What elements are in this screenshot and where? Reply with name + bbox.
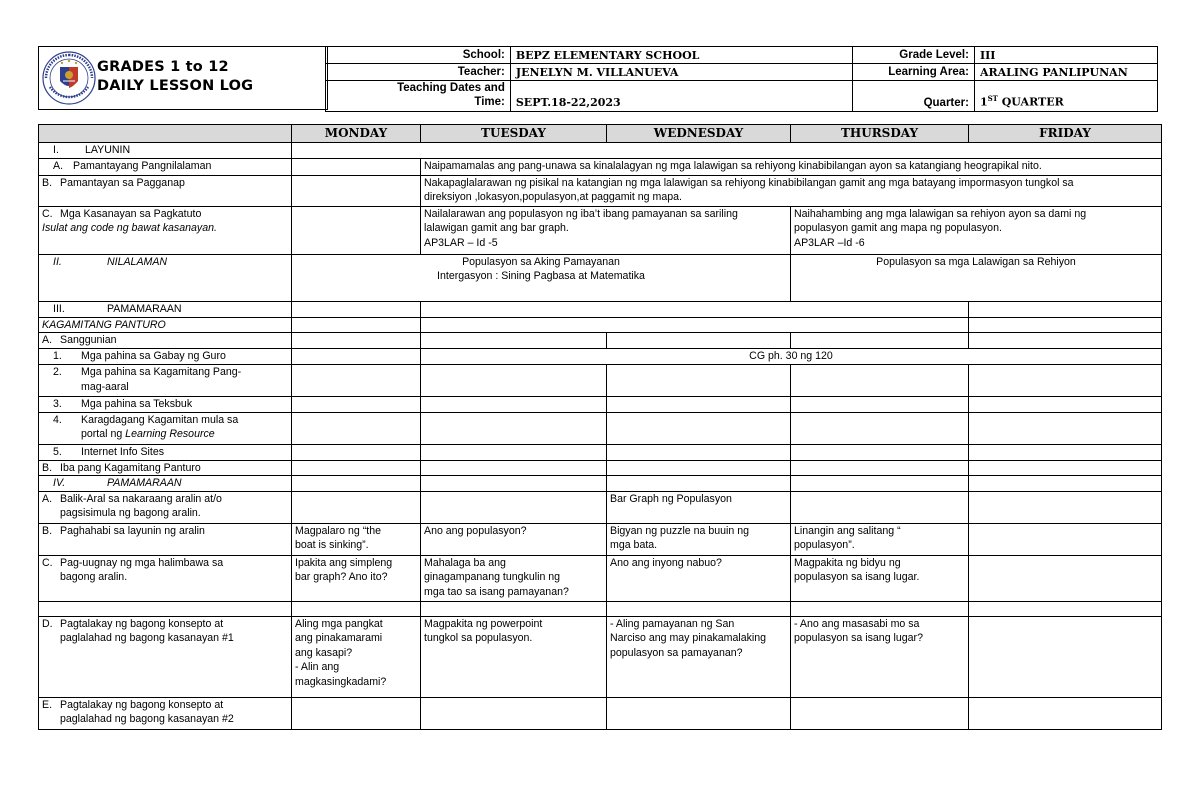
- content-line: populasyon sa isang lugar.: [794, 571, 920, 583]
- row-label-text: Pag-uugnay ng mga halimbawa sa: [60, 556, 224, 569]
- row-label-iba-pang-kagamitan: [39, 460, 292, 476]
- cell-empty: [421, 444, 607, 460]
- content-line: - Aling pamayanan ng San: [610, 617, 735, 630]
- cell-empty: [292, 333, 421, 349]
- row-label-text: portal ng: [81, 428, 126, 440]
- content-line: tungkol sa populasyon.: [424, 632, 533, 644]
- row-label-text: Pamantayan sa Pagganap: [60, 176, 185, 189]
- nilalaman-thu-fri-content: Populasyon sa mga Lalawigan sa Rehiyon: [791, 254, 1162, 301]
- roman-numeral: IV.: [53, 477, 66, 489]
- row-label-paghahabi: [39, 523, 292, 555]
- cell-empty: [607, 397, 791, 413]
- row-label-text: Pamantayang Pangnilalaman: [73, 159, 212, 172]
- cell-empty: [292, 412, 421, 444]
- row-letter: A.: [42, 492, 53, 505]
- roman-numeral: I.: [53, 144, 59, 156]
- content-line: mga bata.: [610, 539, 658, 551]
- pag-uugnay-tuesday: [421, 555, 607, 601]
- pag-uugnay-wednesday: Ano ang inyong nabuo?: [607, 555, 791, 601]
- content-line: boat is sinking”.: [295, 539, 369, 551]
- content-line: bar graph? Ano ito?: [295, 571, 388, 583]
- cell-empty: [969, 412, 1162, 444]
- cell-empty: [421, 365, 607, 397]
- pamantayan-sa-pagganap-content: [421, 175, 1162, 206]
- title-line-1: GRADES 1 to 12: [97, 59, 229, 75]
- row-label-nilalaman: [39, 254, 292, 301]
- row-letter: C.: [42, 556, 53, 569]
- cell-empty: [421, 317, 969, 333]
- row-label-text: Iba pang Kagamitang Panturo: [60, 461, 201, 474]
- cell-empty: [791, 697, 969, 729]
- row-label-kagamitang-panturo: KAGAMITANG PANTURO: [39, 317, 292, 333]
- row-label-text: Paghahabi sa layunin ng aralin: [60, 524, 205, 537]
- content-line: Populasyon sa Aking Pamayanan: [462, 255, 620, 268]
- cell-empty: [292, 301, 421, 317]
- quarter-suffix: ST: [987, 94, 998, 104]
- content-line: populasyon sa pamayanan?: [610, 646, 743, 659]
- paghahabi-thursday: [791, 523, 969, 555]
- content-line: Naihahambing ang mga lalawigan sa rehiyon ayon sa dami ng: [794, 207, 1087, 220]
- cell-empty: [791, 444, 969, 460]
- cell-empty: [292, 365, 421, 397]
- pagtalakay-1-monday: [292, 616, 421, 697]
- day-header-monday: MONDAY: [292, 125, 421, 143]
- cell-empty: [292, 444, 421, 460]
- row-letter: C.: [42, 207, 53, 220]
- content-line: ang pinakamarami: [295, 632, 383, 644]
- cell-empty: [607, 460, 791, 476]
- day-header-wednesday: WEDNESDAY: [607, 125, 791, 143]
- roman-numeral: II.: [53, 255, 62, 268]
- content-line: Magpakita ng bidyu ng: [794, 556, 901, 569]
- day-header-thursday: THURSDAY: [791, 125, 969, 143]
- cell-empty: [292, 158, 421, 175]
- cell-empty: [969, 301, 1162, 317]
- cell-empty: [969, 317, 1162, 333]
- teacher-label: Teacher:: [326, 64, 511, 81]
- school-value: BEPZ ELEMENTARY SCHOOL: [510, 47, 852, 64]
- kasanayan-thu-fri-content: [791, 206, 1162, 254]
- paghahabi-monday: [292, 523, 421, 555]
- row-label-kagamitang-pang-mag-aaral: [39, 365, 292, 397]
- pag-uugnay-monday: [292, 555, 421, 601]
- row-number: 2.: [53, 366, 62, 378]
- row-label-text: bagong aralin.: [60, 571, 128, 583]
- teacher-value: JENELYN M. VILLANUEVA: [510, 64, 852, 81]
- cell-empty: [421, 476, 607, 492]
- cell-empty: [421, 397, 607, 413]
- section-title: NILALAMAN: [107, 255, 168, 268]
- row-label-text: paglalahad ng bagong kasanayan #1: [60, 632, 234, 644]
- paghahabi-tuesday: Ano ang populasyon?: [421, 523, 607, 555]
- pagtalakay-1-tuesday: [421, 616, 607, 697]
- quarter-label: Quarter:: [852, 81, 974, 112]
- competency-code: AP3LAR – Id -5: [424, 236, 498, 249]
- cell-empty: [607, 333, 791, 349]
- row-label-text: Mga pahina sa Kagamitang Pang-: [81, 366, 242, 378]
- cell-empty: [607, 412, 791, 444]
- dates-label-line-1: Teaching Dates and: [397, 82, 505, 94]
- row-label-pamamaraan-iv: [39, 476, 292, 492]
- cell-empty: [292, 175, 421, 206]
- document-title: [97, 58, 253, 96]
- cell-empty: [969, 333, 1162, 349]
- dates-label: [326, 81, 511, 112]
- row-label-kasanayan-sa-pagkatuto: [39, 206, 292, 254]
- cell-empty: [607, 476, 791, 492]
- cell-empty: [969, 616, 1162, 697]
- row-label-pamantayang-pangnilalaman: [39, 158, 292, 175]
- cell-empty: [791, 333, 969, 349]
- row-number: 1.: [53, 350, 62, 362]
- info-table: [325, 46, 1158, 112]
- row-sublabel: Isulat ang code ng bawat kasanayan.: [42, 222, 217, 234]
- cell-empty: [969, 697, 1162, 729]
- cell-empty: [607, 365, 791, 397]
- grade-level-label: Grade Level:: [852, 47, 974, 64]
- content-line: - Alin ang: [295, 661, 340, 673]
- cell-empty: [421, 460, 607, 476]
- section-title: PAMAMARAAN: [107, 477, 182, 489]
- cell-empty: [791, 491, 969, 523]
- cell-empty: [292, 206, 421, 254]
- cell-empty: [292, 349, 421, 365]
- cell-empty: [607, 601, 791, 616]
- row-label-text: Internet Info Sites: [81, 445, 165, 458]
- content-line: Nakapaglalarawan ng pisikal na katangian ng mga lalawigan sa rehiyong kinabibilangan gamit ang mga batayang impormasyon tungkol sa: [424, 176, 1074, 189]
- row-label-pamantayan-sa-pagganap: [39, 175, 292, 206]
- cell-empty: [969, 491, 1162, 523]
- dll-header: [38, 46, 1158, 110]
- quarter-value: [974, 81, 1157, 112]
- pagtalakay-1-wednesday: [607, 616, 791, 697]
- content-line: Magpalaro ng “the: [295, 524, 381, 537]
- lesson-log-table: [38, 124, 1162, 730]
- cell-empty: [791, 460, 969, 476]
- content-line: Aling mga pangkat: [295, 617, 383, 630]
- cell-empty: [969, 397, 1162, 413]
- content-line: - Ano ang masasabi mo sa: [794, 617, 920, 630]
- cell-empty: [421, 412, 607, 444]
- row-label-text: paglalahad ng bagong kasanayan #2: [60, 713, 234, 725]
- row-letter: B.: [42, 524, 53, 537]
- row-label-text: Mga pahina sa Gabay ng Guro: [81, 350, 226, 362]
- paghahabi-wednesday: [607, 523, 791, 555]
- cell-empty: [292, 697, 421, 729]
- row-letter: A.: [53, 159, 64, 172]
- section-title: PAMAMARAAN: [107, 302, 182, 315]
- cell-empty: [969, 555, 1162, 601]
- cell-empty: [39, 601, 292, 616]
- pagtalakay-1-thursday: [791, 616, 969, 697]
- cell-empty: [969, 365, 1162, 397]
- cell-empty: [969, 444, 1162, 460]
- row-label-gabay-ng-guro: [39, 349, 292, 365]
- cell-empty: [791, 397, 969, 413]
- kasanayan-mon-wed-content: [421, 206, 791, 254]
- row-label-text: Mga pahina sa Teksbuk: [81, 398, 193, 410]
- content-line: magkasingkadami?: [295, 675, 387, 688]
- cell-empty: [969, 523, 1162, 555]
- competency-code: AP3LAR –Id -6: [794, 236, 865, 249]
- cell-empty: [292, 397, 421, 413]
- cell-empty: [421, 697, 607, 729]
- cell-empty: [421, 333, 607, 349]
- cell-empty: [969, 476, 1162, 492]
- row-label-text: Mga Kasanayan sa Pagkatuto: [60, 207, 202, 220]
- row-letter: D.: [42, 617, 53, 630]
- cell-empty: [292, 601, 421, 616]
- quarter-word: QUARTER: [997, 96, 1064, 109]
- row-label-italic: Learning Resource: [125, 428, 215, 440]
- cell-empty: [421, 491, 607, 523]
- cell-empty: [421, 301, 969, 317]
- row-label-teksbuk: [39, 397, 292, 413]
- cell-empty: [791, 365, 969, 397]
- content-line: Magpakita ng powerpoint: [424, 617, 543, 630]
- row-label-pagtalakay-2: [39, 697, 292, 729]
- cell-empty: [421, 601, 607, 616]
- row-label-text: Karagdagang Kagamitan mula sa: [81, 413, 239, 426]
- cell-empty: [292, 460, 421, 476]
- cell-empty: [791, 476, 969, 492]
- section-title: LAYUNIN: [85, 144, 131, 156]
- content-line: ginagampanang tungkulin ng: [424, 571, 561, 583]
- content-line: Mahalaga ba ang: [424, 556, 506, 569]
- school-label: School:: [326, 47, 511, 64]
- learning-area-label: Learning Area:: [852, 64, 974, 81]
- dates-value: SEPT.18-22,2023: [510, 81, 852, 112]
- learning-area-value: ARALING PANLIPUNAN: [974, 64, 1157, 81]
- row-label-text: mag-aaral: [81, 380, 129, 393]
- cell-empty: [607, 697, 791, 729]
- cell-empty: [607, 444, 791, 460]
- row-label-pag-uugnay: [39, 555, 292, 601]
- row-label-internet-info-sites: [39, 444, 292, 460]
- deped-seal-icon: [42, 51, 96, 105]
- cell-empty: [969, 601, 1162, 616]
- content-line: populasyon sa isang lugar?: [794, 632, 923, 644]
- row-label-layunin: [39, 143, 292, 159]
- row-label-text: Balik-Aral sa nakaraang aralin at/o: [60, 492, 222, 505]
- cell-empty: [791, 412, 969, 444]
- row-letter: B.: [42, 461, 53, 474]
- day-header-tuesday: TUESDAY: [421, 125, 607, 143]
- row-label-text: Pagtalakay ng bagong konsepto at: [60, 698, 224, 711]
- content-line: lalawigan gamit ang bar graph.: [424, 222, 569, 234]
- row-label-karagdagang-kagamitan: [39, 412, 292, 444]
- content-line: Intergasyon : Sining Pagbasa at Matematika: [437, 270, 645, 282]
- roman-numeral: III.: [53, 302, 65, 315]
- content-line: populasyon”.: [794, 539, 855, 551]
- row-label-sanggunian: [39, 333, 292, 349]
- content-line: populasyon gamit ang mapa ng populasyon.: [794, 222, 1002, 234]
- row-label-balik-aral: [39, 491, 292, 523]
- content-line: direksiyon ,lokasyon,populasyon,at paggamit ng mapa.: [424, 191, 682, 203]
- title-box: [38, 46, 328, 110]
- content-line: mga tao sa isang pamayanan?: [424, 585, 569, 598]
- cell-empty: [791, 601, 969, 616]
- row-number: 3.: [53, 398, 62, 410]
- row-label-pagtalakay-1: [39, 616, 292, 697]
- content-line: ang kasapi?: [295, 646, 353, 659]
- day-header-friday: FRIDAY: [969, 125, 1162, 143]
- content-line: Ipakita ang simpleng: [295, 556, 393, 569]
- content-line: Linangin ang salitang “: [794, 524, 901, 537]
- row-label-text: Sanggunian: [60, 334, 117, 346]
- dates-label-line-2: Time:: [474, 96, 505, 108]
- header-corner: [39, 125, 292, 143]
- nilalaman-mon-wed-content: [292, 254, 791, 301]
- row-number: 5.: [53, 445, 62, 458]
- cell-empty: [292, 491, 421, 523]
- row-label-pamamaraan-iii: [39, 301, 292, 317]
- grade-level-value: III: [974, 47, 1157, 64]
- row-number: 4.: [53, 413, 62, 426]
- quarter-number: 1: [979, 96, 988, 109]
- row-label-text: Pagtalakay ng bagong konsepto at: [60, 617, 224, 630]
- content-line: Narciso ang may pinakamalaking: [610, 632, 767, 644]
- title-line-2: DAILY LESSON LOG: [97, 78, 254, 94]
- pamantayang-pangnilalaman-content: Naipamamalas ang pang-unawa sa kinalalagyan ng mga lalawigan sa rehiyong kinabibilangan ayon sa katangiang heograpikal nito.: [421, 158, 1162, 175]
- content-line: Nailalarawan ang populasyon ng iba’t ibang pamayanan sa sariling: [424, 207, 738, 220]
- cell-empty: [292, 476, 421, 492]
- row-label-text: pagsisimula ng bagong aralin.: [60, 507, 201, 519]
- gabay-ng-guro-content: CG ph. 30 ng 120: [421, 349, 1162, 365]
- pag-uugnay-thursday: [791, 555, 969, 601]
- balik-aral-wednesday: Bar Graph ng Populasyon: [607, 491, 791, 523]
- row-letter: A.: [42, 334, 53, 346]
- cell-empty: [969, 460, 1162, 476]
- cell-empty: [292, 317, 421, 333]
- content-line: Bigyan ng puzzle na buuin ng: [610, 524, 750, 537]
- row-letter: E.: [42, 698, 53, 711]
- layunin-content: [292, 143, 1162, 159]
- row-letter: B.: [42, 176, 53, 189]
